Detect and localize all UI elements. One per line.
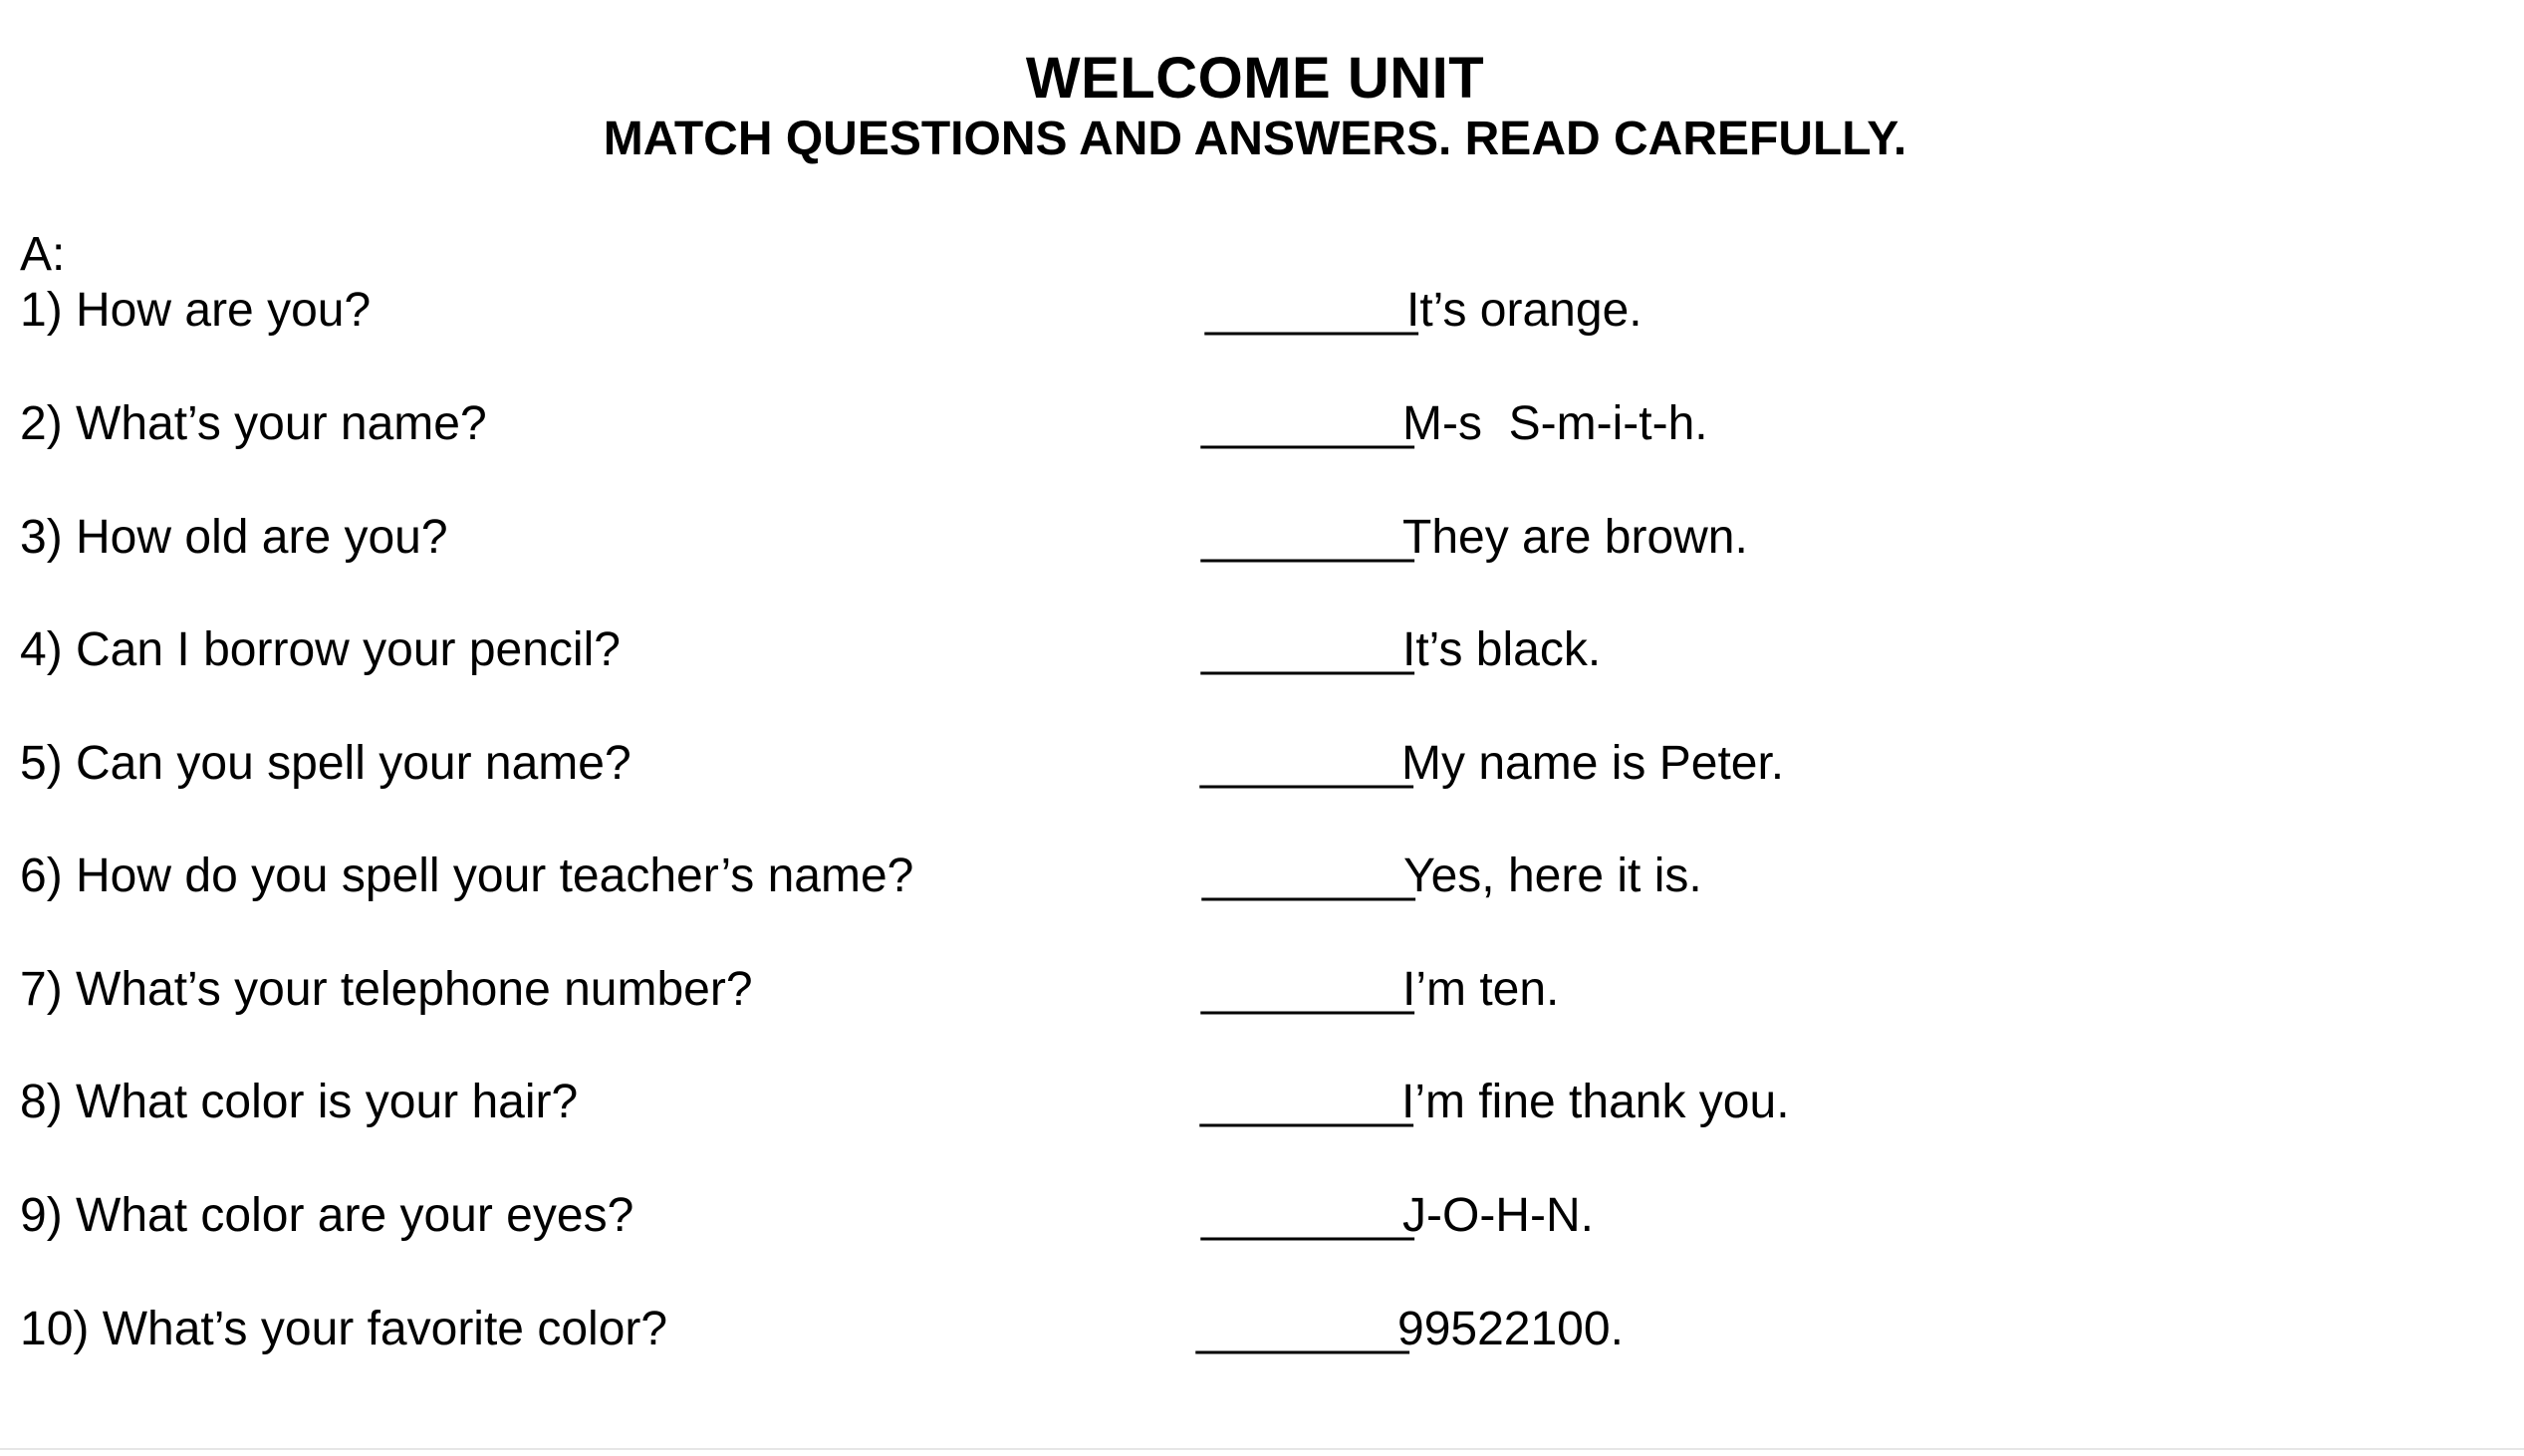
match-row-9	[0, 1180, 2524, 1252]
question-8: 8) What color is your hair?	[20, 1076, 579, 1128]
answer-7: I’m ten.	[1402, 963, 1560, 1016]
match-row-4	[0, 614, 2524, 686]
answer-5: My name is Peter.	[1401, 737, 1785, 790]
answer-9: J-O-H-N.	[1402, 1189, 1594, 1242]
answer-blank-4: ________	[1201, 623, 1414, 676]
question-4: 4) Can I borrow your pencil?	[20, 623, 621, 676]
answer-blank-10: ________	[1196, 1303, 1409, 1355]
match-row-7	[0, 954, 2524, 1026]
answer-4: It’s black.	[1402, 623, 1602, 676]
answer-blank-6: ________	[1202, 849, 1415, 902]
answer-blank-5: ________	[1200, 737, 1413, 790]
question-3: 3) How old are you?	[20, 511, 448, 564]
answer-1: It’s orange.	[1406, 284, 1642, 337]
section-label: A:	[20, 228, 66, 281]
answer-blank-1: ________	[1205, 284, 1418, 337]
answer-blank-7: ________	[1201, 963, 1414, 1016]
worksheet-title: WELCOME UNIT	[1025, 46, 1485, 111]
answer-blank-3: ________	[1201, 511, 1414, 564]
answer-3: They are brown.	[1402, 511, 1748, 564]
answer-10: 99522100.	[1397, 1303, 1624, 1355]
answer-8: I’m fine thank you.	[1401, 1076, 1790, 1128]
match-row-8	[0, 1067, 2524, 1138]
answer-blank-9: ________	[1201, 1189, 1414, 1242]
question-6: 6) How do you spell your teacher’s name?	[20, 849, 914, 902]
answer-6: Yes, here it is.	[1403, 849, 1702, 902]
match-row-10	[0, 1294, 2524, 1365]
match-row-3	[0, 502, 2524, 574]
match-row-6	[0, 841, 2524, 912]
answer-blank-2: ________	[1201, 397, 1414, 450]
question-10: 10) What’s your favorite color?	[20, 1303, 668, 1355]
worksheet-instructions: MATCH QUESTIONS AND ANSWERS. READ CAREFULLY.	[603, 113, 1907, 165]
match-row-1	[0, 275, 2524, 347]
answer-2: M-s S-m-i-t-h.	[1402, 397, 1708, 450]
answer-blank-8: ________	[1200, 1076, 1413, 1128]
match-row-2	[0, 388, 2524, 460]
question-7: 7) What’s your telephone number?	[20, 963, 753, 1016]
question-2: 2) What’s your name?	[20, 397, 487, 450]
match-row-5	[0, 728, 2524, 800]
question-1: 1) How are you?	[20, 284, 372, 337]
question-5: 5) Can you spell your name?	[20, 737, 631, 790]
question-9: 9) What color are your eyes?	[20, 1189, 634, 1242]
